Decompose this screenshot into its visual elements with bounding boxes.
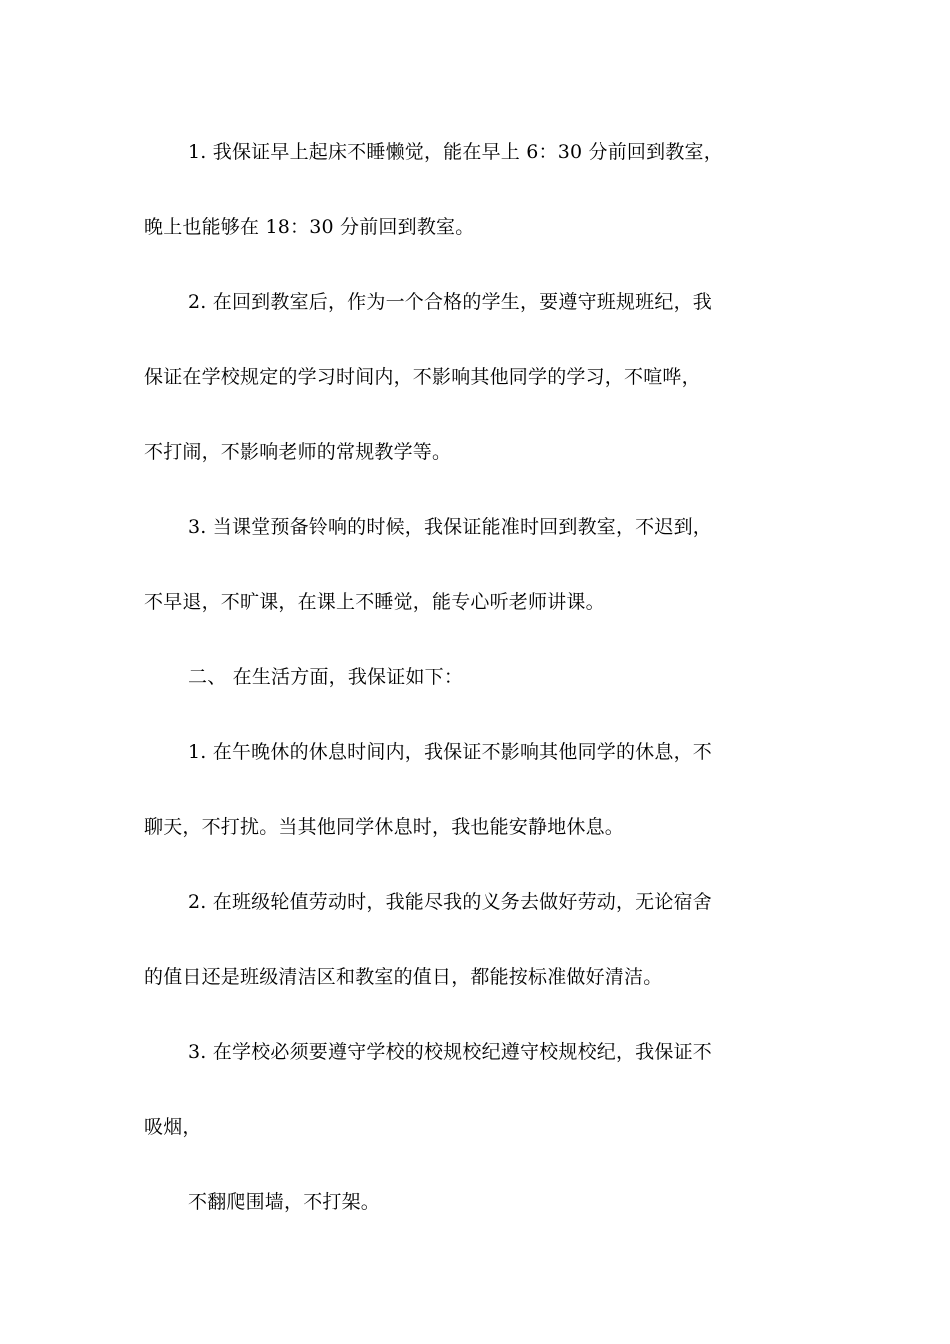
paragraph-line: 不打闹，不影响老师的常规教学等。	[144, 441, 452, 463]
paragraph-line: 2. 在班级轮值劳动时，我能尽我的义务去做好劳动，无论宿舍	[188, 891, 712, 913]
paragraph-line: 晚上也能够在 18：30 分前回到教室。	[144, 216, 475, 238]
paragraph-line: 2. 在回到教室后，作为一个合格的学生，要遵守班规班纪，我	[188, 291, 712, 313]
paragraph-line: 的值日还是班级清洁区和教室的值日，都能按标准做好清洁。	[144, 966, 663, 988]
paragraph-line: 1. 我保证早上起床不睡懒觉，能在早上 6：30 分前回到教室，	[188, 141, 723, 163]
paragraph-line: 聊天，不打扰。当其他同学休息时，我也能安静地休息。	[144, 816, 625, 838]
paragraph-line: 3. 在学校必须要遵守学校的校规校纪遵守校规校纪，我保证不	[188, 1041, 712, 1063]
paragraph-line: 3. 当课堂预备铃响的时候，我保证能准时回到教室，不迟到，	[188, 516, 712, 538]
section-heading: 二、 在生活方面，我保证如下：	[188, 666, 464, 688]
paragraph-line: 吸烟，	[144, 1116, 202, 1138]
paragraph-line: 保证在学校规定的学习时间内，不影响其他同学的学习，不喧哗，	[144, 366, 701, 388]
paragraph-line: 1. 在午晚休的休息时间内，我保证不影响其他同学的休息，不	[188, 741, 712, 763]
paragraph-line: 不早退，不旷课，在课上不睡觉，能专心听老师讲课。	[144, 591, 605, 613]
paragraph-line: 不翻爬围墙，不打架。	[188, 1191, 381, 1213]
